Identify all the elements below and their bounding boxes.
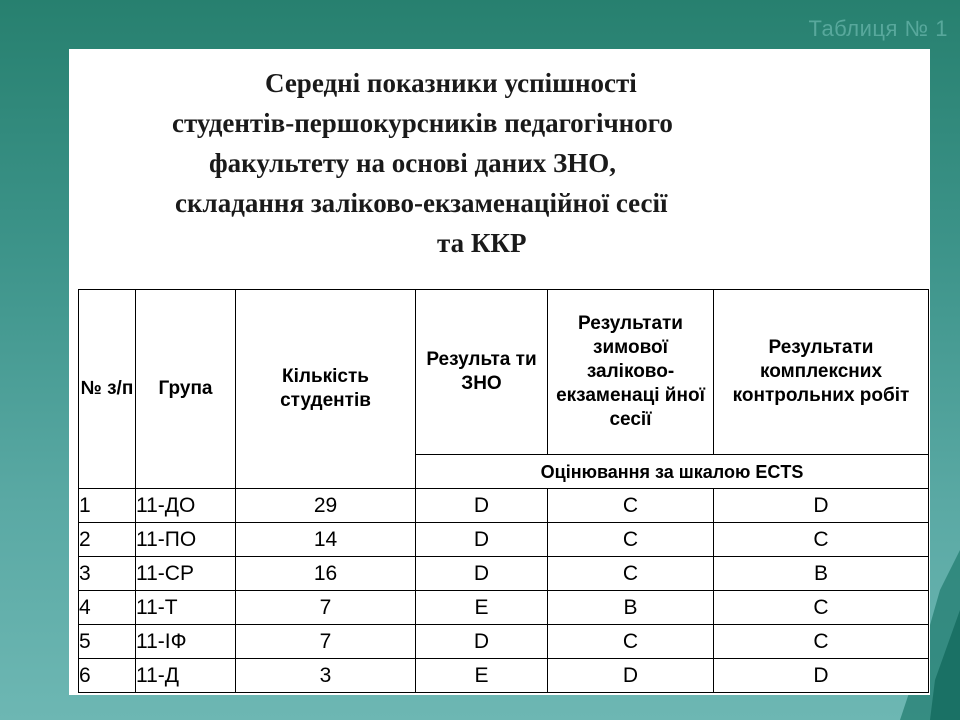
- cell-winter: C: [548, 523, 714, 557]
- table-row: [79, 557, 929, 591]
- cell-complex: C: [714, 591, 929, 625]
- cell-group: 11-ПО: [136, 523, 236, 557]
- cell-count: 3: [236, 659, 416, 693]
- cell-count: 7: [236, 625, 416, 659]
- cell-num: 3: [79, 557, 136, 591]
- table-row: [79, 523, 929, 557]
- title-line: факультету на основі даних ЗНО,: [209, 148, 617, 178]
- cell-winter: D: [548, 659, 714, 693]
- cell-count: 7: [236, 591, 416, 625]
- cell-count: 16: [236, 557, 416, 591]
- cell-winter: C: [548, 625, 714, 659]
- corner-label: Таблиця № 1: [808, 16, 948, 41]
- cell-winter: B: [548, 591, 714, 625]
- cell-winter: C: [548, 557, 714, 591]
- cell-complex: C: [714, 523, 929, 557]
- title-line: складання заліково-екзаменаційної сесії: [175, 188, 668, 218]
- cell-zno: D: [416, 523, 548, 557]
- title-line: студентів-першокурсників педагогічного: [172, 108, 673, 138]
- title-line: та ККР: [437, 228, 527, 258]
- content-panel: [69, 49, 930, 695]
- results-table: [78, 289, 929, 693]
- title-line: Середні показники успішності: [265, 68, 637, 98]
- cell-count: 29: [236, 489, 416, 523]
- cell-group: 11-ДО: [136, 489, 236, 523]
- cell-zno: D: [416, 489, 548, 523]
- cell-group: 11-СР: [136, 557, 236, 591]
- header-group: Група: [136, 290, 236, 489]
- cell-zno: D: [416, 557, 548, 591]
- cell-num: 1: [79, 489, 136, 523]
- cell-count: 14: [236, 523, 416, 557]
- cell-num: 4: [79, 591, 136, 625]
- cell-num: 2: [79, 523, 136, 557]
- header-winter-session: Результати зимової заліково-екзаменаці йної сесії: [548, 290, 714, 455]
- cell-complex: B: [714, 557, 929, 591]
- cell-winter: C: [548, 489, 714, 523]
- cell-zno: E: [416, 659, 548, 693]
- cell-complex: D: [714, 659, 929, 693]
- cell-zno: D: [416, 625, 548, 659]
- cell-complex: D: [714, 489, 929, 523]
- cell-group: 11-ІФ: [136, 625, 236, 659]
- cell-complex: C: [714, 625, 929, 659]
- header-ects-scale: Оцінювання за шкалою ECTS: [416, 455, 929, 489]
- cell-num: 5: [79, 625, 136, 659]
- header-num: № з/п: [79, 290, 136, 489]
- header-count: Кількість студентів: [236, 290, 416, 489]
- header-complex-works: Результати комплексних контрольних робіт: [714, 290, 929, 455]
- table-row: [79, 625, 929, 659]
- table-row: [79, 591, 929, 625]
- cell-group: 11-Д: [136, 659, 236, 693]
- table-row: [79, 489, 929, 523]
- cell-zno: E: [416, 591, 548, 625]
- table-header-row: [79, 290, 929, 455]
- cell-group: 11-Т: [136, 591, 236, 625]
- cell-num: 6: [79, 659, 136, 693]
- slide-title: [69, 63, 930, 263]
- table-row: [79, 659, 929, 693]
- header-zno: Результа ти ЗНО: [416, 290, 548, 455]
